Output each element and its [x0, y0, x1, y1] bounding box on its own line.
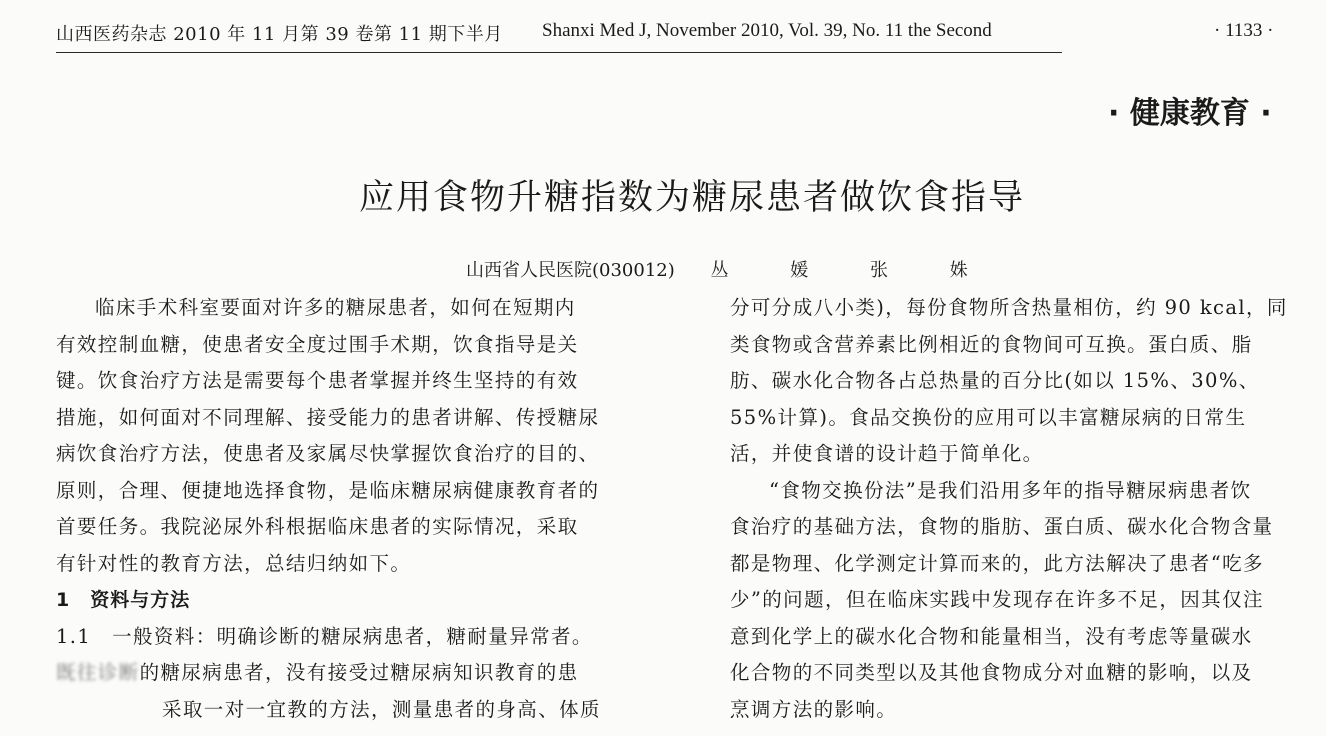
page-number: · 1133 · — [1214, 20, 1274, 41]
text-line: 分可分成八小类)，每份食物所含热量相仿，约 90 kcal，同 — [730, 296, 1288, 319]
text-line: 首要任务。我院泌尿外科根据临床患者的实际情况，采取 — [56, 515, 579, 538]
text-line: 化合物的不同类型以及其他食物成分对血糖的影响，以及 — [730, 661, 1253, 684]
left-column — [56, 290, 656, 728]
text-line: 措施，如何面对不同理解、接受能力的患者讲解、传授糖尿 — [56, 405, 600, 429]
text-line: 有效控制血糖，使患者安全度过围手术期，饮食指导是关 — [56, 332, 579, 356]
text-line: 肪、碳水化合物各占总热量的百分比(如以 15%、30%、 — [730, 369, 1260, 392]
text-line: 烹调方法的影响。 — [730, 697, 898, 721]
text-line: 少”的问题，但在临床实践中发现存在许多不足，因其仅注 — [730, 588, 1264, 611]
text-line: 键。饮食治疗方法是需要每个患者掌握并终生坚持的有效 — [56, 369, 579, 392]
subsection-line: 1.1 一般资料：明确诊断的糖尿病患者，糖耐量异常者。 — [56, 624, 593, 648]
blurred-text: 既往诊断 — [56, 661, 140, 684]
column-label: · 健康教育 · — [1108, 96, 1272, 131]
text-line: 食治疗的基础方法，食物的脂肪、蛋白质、碳水化合物含量 — [730, 515, 1274, 538]
text-line: 原则，合理、便捷地选择食物，是临床糖尿病健康教育者的 — [56, 478, 600, 502]
affiliation: 山西省人民医院(030012) — [466, 260, 675, 281]
byline — [466, 256, 996, 282]
paragraph-exchange-units — [730, 290, 1326, 473]
text-line: 55%计算)。食品交换份的应用可以丰富糖尿病的日常生 — [730, 405, 1247, 429]
journal-info-english: Shanxi Med J, November 2010, Vol. 39, No. 11 the Second — [542, 20, 992, 41]
paragraph-exchange-method — [730, 473, 1326, 729]
authors: 丛 媛 张 姝 — [710, 260, 996, 281]
intro-paragraph — [56, 290, 656, 582]
text-line: 有针对性的教育方法，总结归纳如下。 — [56, 551, 412, 575]
text-line: 活，并使食谱的设计趋于简单化。 — [730, 442, 1044, 465]
text-line: 都是物理、化学测定计算而来的，此方法解决了患者“吃多 — [730, 551, 1264, 575]
text-line: 病饮食治疗方法，使患者及家属尽快掌握饮食治疗的目的、 — [56, 442, 600, 465]
text-line: 临床手术科室要面对许多的糖尿患者，如何在短期内 — [95, 296, 576, 319]
text-line: “食物交换份法”是我们沿用多年的指导糖尿病患者饮 — [769, 478, 1252, 502]
section-heading: 1 资料与方法 — [56, 589, 191, 611]
article-title: 应用食物升糖指数为糖尿患者做饮食指导 — [358, 178, 1025, 218]
text-line: 类食物或含营养素比例相近的食物间可互换。蛋白质、脂 — [730, 332, 1253, 356]
text-line: 采取一对一宜教的方法，测量患者的身高、体质 — [162, 697, 601, 721]
right-column — [730, 290, 1326, 728]
running-head — [56, 18, 1062, 53]
text-line-rest: 的糖尿病患者，没有接受过糖尿病知识教育的患 — [139, 661, 579, 684]
text-line: 意到化学上的碳水化合物和能量相当，没有考虑等量碳水 — [730, 624, 1253, 648]
journal-info-chinese: 山西医药杂志 2010 年 11 月第 39 卷第 11 期下半月 — [56, 24, 503, 45]
text-line — [56, 655, 656, 692]
